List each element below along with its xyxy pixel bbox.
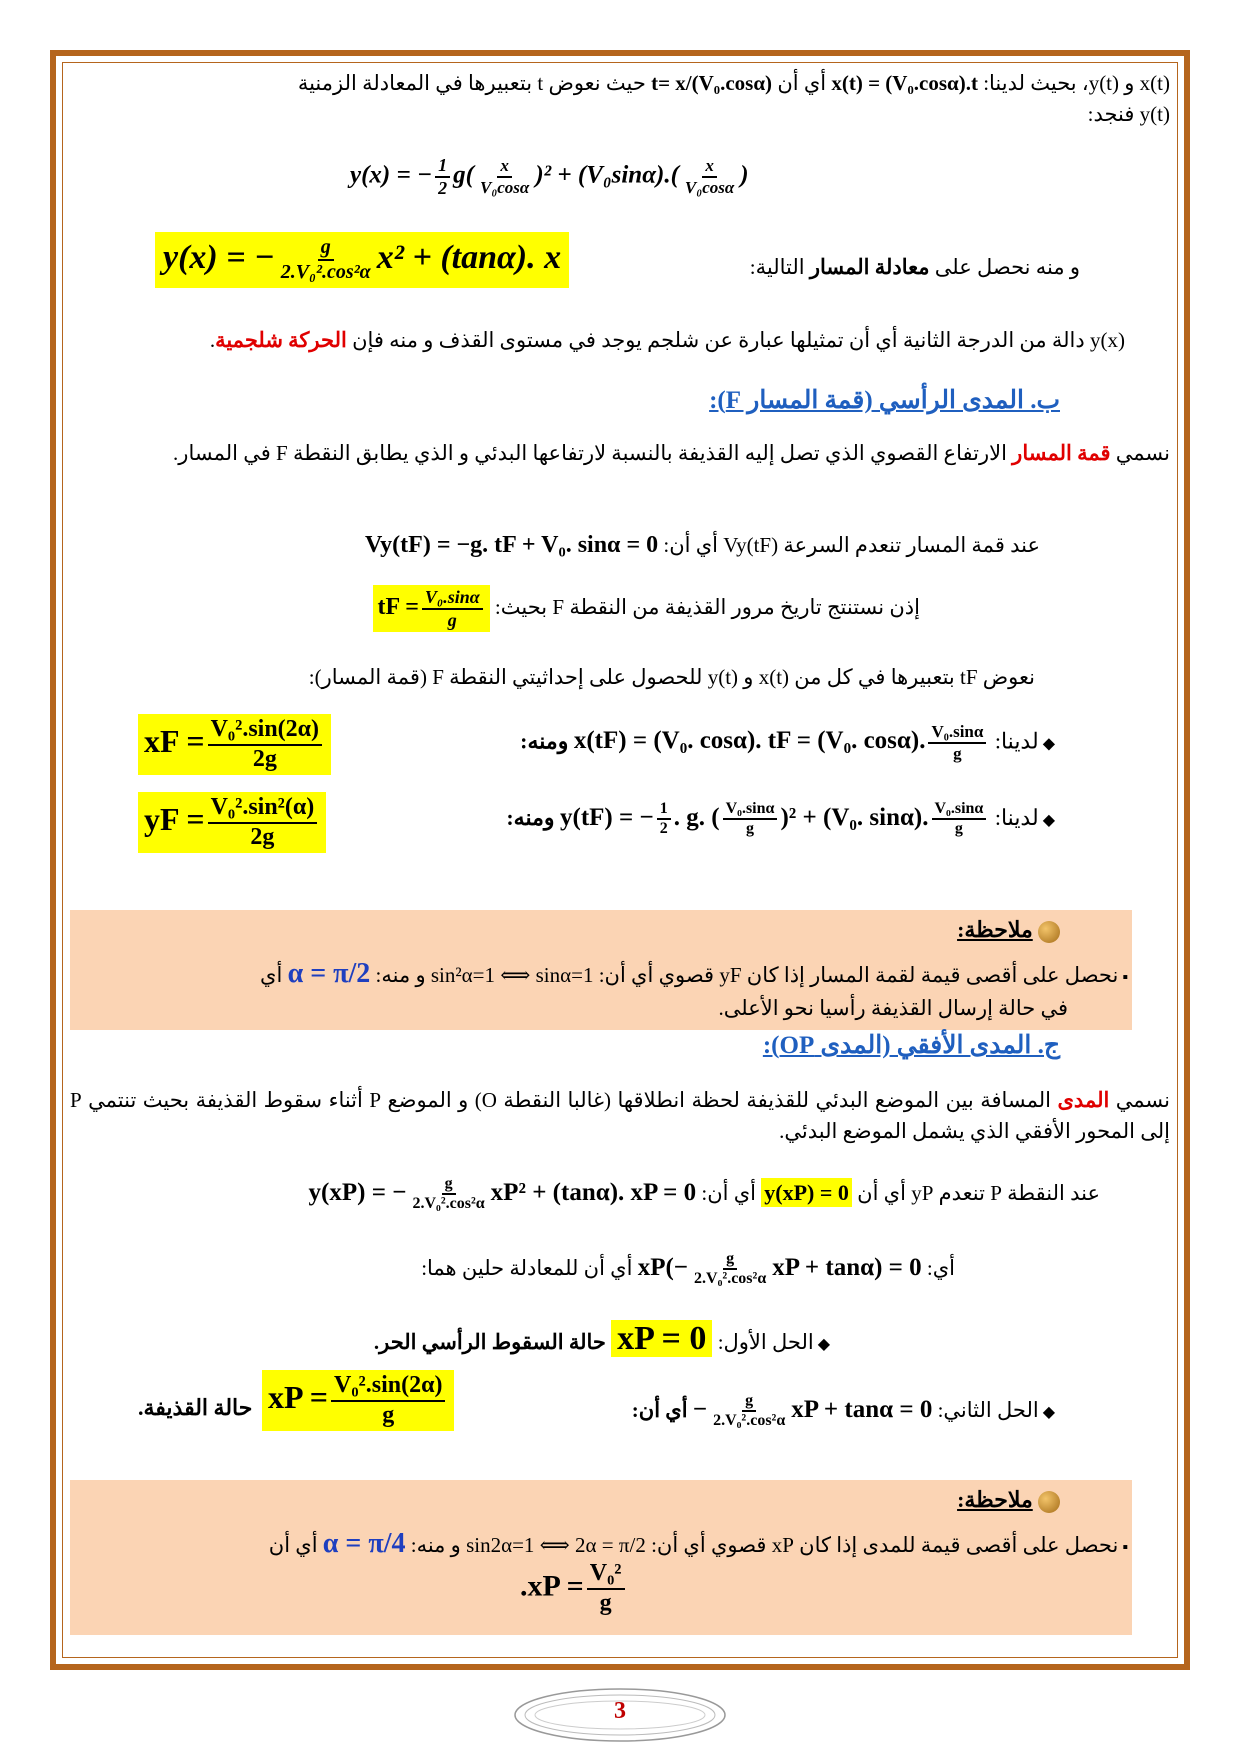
solution-2: ◆ الحل الثاني: − $\frac{g}{\text{2.V₀².cos²α}}$ xP + tanα = 0 أي أن: — [631, 1392, 1055, 1430]
parabola-sentence: y(x) دالة من الدرجة الثانية أي أن تمثيلها عبارة عن شلجم يوجد في مستوى القذف و منه فإن الحركة شلجمية. — [209, 328, 1125, 352]
solution-2-label: حالة القذيفة. — [138, 1395, 253, 1420]
intro-paragraph: x(t) و y(t)، بحيث لدينا: x(t) = (V₀.cosα).t أي أن t= x/(V₀.cosα) حيث نعوض t بتعبيرها في المعادلة الزمنية y(t) فنجد: — [297, 71, 1170, 126]
tf-expression: إذن نستنتج تاريخ مرور القذيفة من النقطة F بحيث: tF = $\frac{\text{V₀.sinα}}{g}$ — [373, 585, 920, 632]
solution-1: ◆ الحل الأول: xP = 0 حالة السقوط الرأسي الحر. — [373, 1320, 830, 1357]
note-1-title: ملاحظة: — [957, 914, 1060, 946]
note-1-text: ▪ نحصل على أقصى قيمة لقمة المسار إذا كان yF قصوي أي أن: sin²α=1 ⟺ sinα=1 و منه: α = π/2 أي في حالة إرسال القذيفة رأسيا نحو الأعلى. — [260, 958, 1128, 1020]
page-number: 3 — [614, 1698, 626, 1724]
trajectory-equation: y(x) = − $\frac{g}{\text{2.V₀².cos²α}}$ x² + (tanα). x — [155, 232, 569, 288]
xf-result: xF = $\frac{\text{V₀².sin(2α)}}{2g}$ — [138, 714, 331, 775]
trajectory-intro: و منه نحصل على معادلة المسار التالية: — [749, 255, 1080, 279]
factorization-line: أي: xP(− $\frac{g}{\text{2.V₀².cos²α}}$ xP + tanα) = 0 أي أن للمعادلة حلين هما: — [421, 1250, 955, 1288]
note-bullet-icon — [1038, 921, 1060, 943]
xf-line: ◆ لدينا: x(tF) = (V₀. cosα). tF = (V₀. cosα). $\frac{\text{V₀.sinα}}{g}$ ومنه: — [520, 722, 1055, 763]
note-2-result: .xP = $\frac{\text{V₀²}}{g}$ — [520, 1560, 628, 1617]
vy-condition: عند قمة المسار تنعدم السرعة Vy(tF) أي أن: Vy(tF) = −g. tF + V₀. sinα = 0 — [365, 532, 1040, 558]
section-b-definition: نسمي قمة المسار الارتفاع القصوي الذي تصل إليه القذيفة بالنسبة لارتفاعها البدئي و الذي يطابق النقطة F في المسار. — [173, 441, 1170, 465]
section-c-definition: نسمي المدى المسافة بين الموضع البدئي للقذيفة لحظة انطلاقها (غالبا النقطة O) و الموضع P أثناء سقوط القذيفة بحيث تنتمي P إلى المحور الأفقي الذي يشمل الموضع البدئي. — [70, 1088, 1171, 1143]
y-substitution-equation: y(x) = − $\frac{1}{2}$ g( $\frac{x}{\text{V₀cosα}}$ )² + (V₀sinα).( $\frac{x}{\text{V₀cosα}}$ ) — [350, 155, 749, 198]
section-c-title: ج. المدى الأفقي (المدى OP): — [762, 1032, 1060, 1059]
substitution-sentence: نعوض tF بتعبيرها في كل من x(t) و y(t) للحصول على إحداثيتي النقطة F (قمة المسار): — [308, 665, 1035, 689]
note-bullet-icon — [1038, 1491, 1060, 1513]
yf-result: yF = $\frac{\text{V₀².sin²(α)}}{2g}$ — [138, 792, 326, 853]
yp-condition: عند النقطة P تنعدم yP أي أن y(xP) = 0 أي أن: y(xP) = − $\frac{g}{\text{2.V₀².cos²α}}$ xP² + (tanα). xP = 0 — [308, 1175, 1100, 1213]
note-2-title: ملاحظة: — [957, 1484, 1060, 1516]
yf-line: ◆ لدينا: y(tF) = − $\frac{1}{2}$ . g. ( $\frac{\text{V₀.sinα}}{g}$ )² + (V₀. sinα). $\frac{\text{V₀.sinα}}{g}$ ومنه: — [506, 800, 1055, 838]
note-2-text: ▪ نحصل على أقصى قيمة للمدى إذا كان xP قصوي أي أن: sin2α=1 ⟺ 2α = π/2 و منه: α = π/4 أي أن — [268, 1528, 1128, 1559]
xp-result: xP = $\frac{\text{V₀².sin(2α)}}{g}$ — [262, 1370, 454, 1431]
section-b-title: ب. المدى الرأسي (قمة المسار F): — [709, 387, 1060, 414]
